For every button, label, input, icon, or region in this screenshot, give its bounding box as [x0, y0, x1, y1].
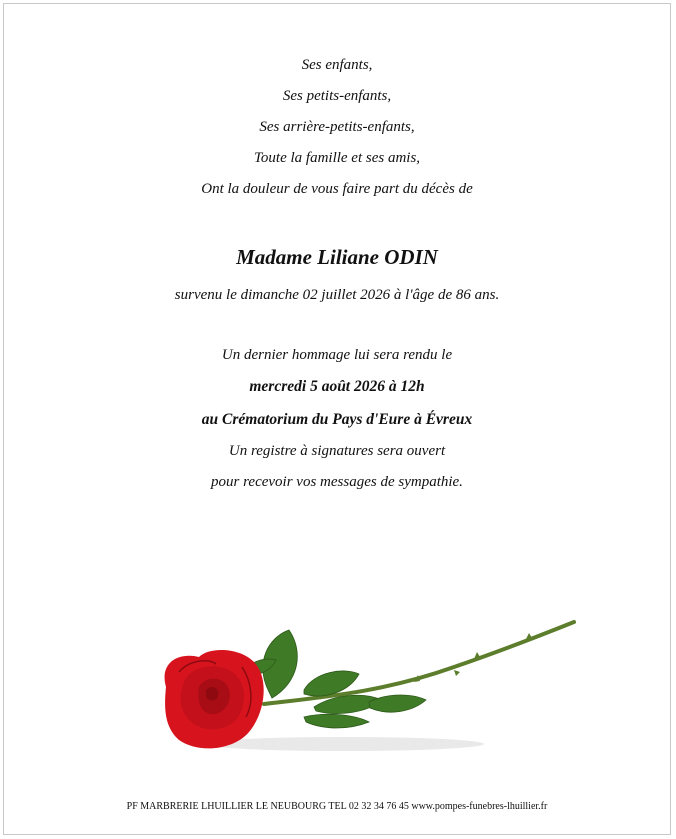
passing-details: survenu le dimanche 02 juillet 2026 à l'âge de 86 ans. — [174, 287, 500, 303]
intro-line-great-grandchildren: Ses arrière-petits-enfants, — [259, 119, 415, 135]
rose-bloom — [165, 650, 264, 748]
ceremony-datetime: mercredi 5 août 2026 à 12h — [249, 378, 425, 395]
funeral-home-footer: PF MARBRERIE LHUILLIER LE NEUBOURG TEL 02 32 34 76 45 www.pompes-funebres-lhuillier.fr — [126, 801, 548, 812]
red-rose-icon — [154, 612, 584, 767]
intro-line-grandchildren: Ses petits-enfants, — [282, 88, 392, 104]
register-line-2: pour recevoir vos messages de sympathie. — [211, 474, 463, 490]
ceremony-place: au Crématorium du Pays d'Eure à Évreux — [201, 411, 473, 428]
intro-line-family: Toute la famille et ses amis, — [253, 150, 421, 166]
ceremony-intro: Un dernier hommage lui sera rendu le — [221, 347, 453, 363]
rose-shadow — [204, 737, 484, 751]
death-notice-card — [3, 3, 671, 835]
register-line-1: Un registre à signatures sera ouvert — [228, 443, 446, 459]
deceased-name: Madame Liliane ODIN — [236, 245, 438, 269]
intro-line-announcement: Ont la douleur de vous faire part du décès de — [201, 181, 473, 197]
rose-leaves — [244, 630, 426, 728]
intro-line-children: Ses enfants, — [301, 57, 373, 73]
